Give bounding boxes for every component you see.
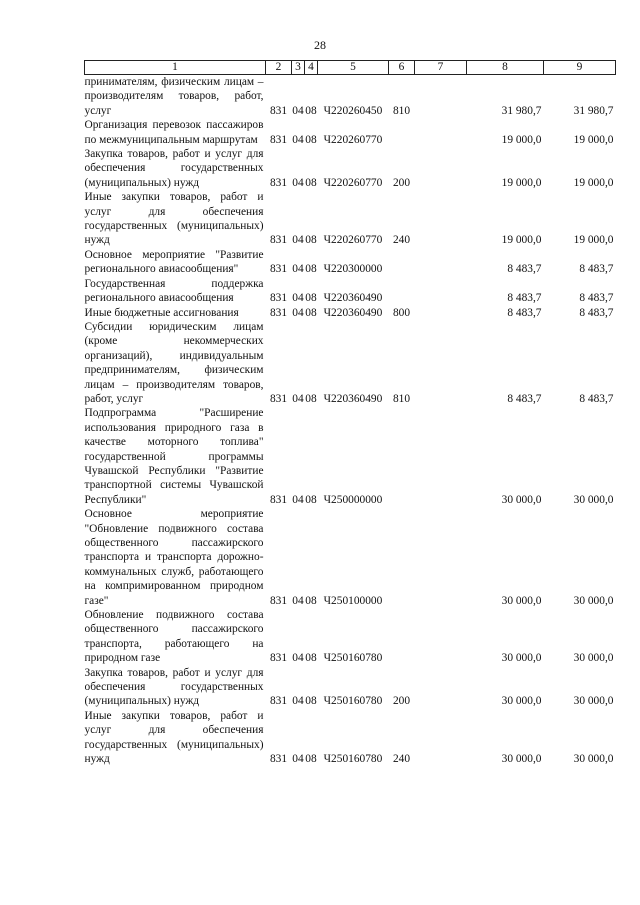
table-row xyxy=(85,118,616,147)
table-row xyxy=(85,306,616,320)
row-subsection-code: 08 xyxy=(305,104,317,117)
row-col7-value xyxy=(415,666,467,709)
column-header-1: 1 xyxy=(85,61,266,75)
row-ministry-code: 831 xyxy=(269,392,288,405)
row-amount-col8: 19 000,0 xyxy=(501,176,542,189)
row-col7-value xyxy=(415,147,467,190)
row-subsection-code: 08 xyxy=(305,392,317,405)
row-expense-type-code: 800 xyxy=(392,306,411,319)
row-section-code: 04 xyxy=(292,695,304,708)
row-ministry-code: 831 xyxy=(269,104,288,117)
row-col7-value xyxy=(415,507,467,608)
row-expense-type-code xyxy=(389,277,415,306)
row-target-code: Ч220360490 xyxy=(323,292,383,305)
row-amount-col9: 8 483,7 xyxy=(579,392,614,405)
row-name: Иные закупки товаров, работ и услуг для обеспечения государственных (муниципальных) нужд xyxy=(84,709,264,766)
row-amount-col9: 30 000,0 xyxy=(573,753,614,766)
row-name: Государственная поддержка регионального авиасообщения xyxy=(84,277,264,305)
row-section-code: 04 xyxy=(292,234,304,247)
row-target-code: Ч220360490 xyxy=(323,306,383,319)
row-subsection-code: 08 xyxy=(305,234,317,247)
row-subsection-code: 08 xyxy=(305,493,317,506)
column-header-5: 5 xyxy=(318,61,389,75)
row-section-code: 04 xyxy=(292,306,304,319)
row-expense-type-code xyxy=(389,248,415,277)
row-col7-value xyxy=(415,277,467,306)
row-target-code: Ч220360490 xyxy=(323,392,383,405)
row-section-code: 04 xyxy=(292,292,304,305)
row-subsection-code: 08 xyxy=(305,263,317,276)
row-ministry-code: 831 xyxy=(269,652,288,665)
row-section-code: 04 xyxy=(292,753,304,766)
row-col7-value xyxy=(415,118,467,147)
column-header-2: 2 xyxy=(266,61,292,75)
row-ministry-code: 831 xyxy=(269,753,288,766)
row-amount-col9: 8 483,7 xyxy=(579,263,614,276)
row-col7-value xyxy=(415,190,467,248)
row-section-code: 04 xyxy=(292,176,304,189)
row-amount-col8: 30 000,0 xyxy=(501,493,542,506)
table-row xyxy=(85,507,616,608)
row-col7-value xyxy=(415,248,467,277)
row-subsection-code: 08 xyxy=(305,292,317,305)
row-target-code: Ч250160780 xyxy=(323,695,383,708)
row-ministry-code: 831 xyxy=(269,234,288,247)
row-name: Основное мероприятие "Развитие регионального авиасообщения" xyxy=(84,248,264,276)
row-amount-col9: 30 000,0 xyxy=(573,594,614,607)
row-amount-col9: 19 000,0 xyxy=(573,133,614,146)
row-col7-value xyxy=(415,406,467,507)
page-number: 28 xyxy=(314,38,326,52)
row-section-code: 04 xyxy=(292,392,304,405)
row-amount-col9: 19 000,0 xyxy=(573,234,614,247)
table-row xyxy=(85,608,616,666)
row-amount-col8: 8 483,7 xyxy=(507,292,542,305)
row-expense-type-code: 240 xyxy=(392,753,411,766)
row-name: принимателям, физическим лицам – производителям товаров, работ, услуг xyxy=(84,76,264,117)
row-amount-col8: 19 000,0 xyxy=(501,234,542,247)
row-section-code: 04 xyxy=(292,594,304,607)
row-target-code: Ч220260450 xyxy=(323,104,383,117)
row-name: Иные бюджетные ассигнования xyxy=(84,306,239,319)
row-subsection-code: 08 xyxy=(305,594,317,607)
table-row xyxy=(85,248,616,277)
column-header-8: 8 xyxy=(467,61,544,75)
row-expense-type-code: 810 xyxy=(392,392,411,405)
row-target-code: Ч220260770 xyxy=(323,234,383,247)
table-row xyxy=(85,147,616,190)
table-row xyxy=(85,709,616,767)
row-col7-value xyxy=(415,709,467,767)
row-name: Субсидии юридическим лицам (кроме некоммерческих организаций), индивидуальным предпринимателям, физическим лицам – производителям товаров, работ, услуг xyxy=(84,320,264,405)
row-expense-type-code: 810 xyxy=(392,104,411,117)
table-row xyxy=(85,406,616,507)
row-name: Основное мероприятие "Обновление подвижного состава общественного пассажирского транспорта и транспорта дорожно-коммунальных служб, работающего на компримированном природном газе" xyxy=(84,508,264,607)
row-target-code: Ч250000000 xyxy=(323,493,383,506)
table-row xyxy=(85,190,616,248)
row-expense-type-code: 240 xyxy=(392,234,411,247)
row-name: Закупка товаров, работ и услуг для обеспечения государственных (муниципальных) нужд xyxy=(84,666,264,708)
row-target-code: Ч220300000 xyxy=(323,263,383,276)
row-subsection-code: 08 xyxy=(305,133,317,146)
row-amount-col8: 8 483,7 xyxy=(507,306,542,319)
row-amount-col9: 19 000,0 xyxy=(573,176,614,189)
row-expense-type-code: 200 xyxy=(392,695,411,708)
table-row xyxy=(85,666,616,709)
table-header xyxy=(85,61,616,75)
row-target-code: Ч250100000 xyxy=(323,594,383,607)
column-header-9: 9 xyxy=(544,61,616,75)
row-section-code: 04 xyxy=(292,263,304,276)
row-name: Закупка товаров, работ и услуг для обеспечения государственных (муниципальных) нужд xyxy=(84,148,264,189)
row-target-code: Ч250160780 xyxy=(323,652,383,665)
row-col7-value xyxy=(415,306,467,320)
row-col7-value xyxy=(415,608,467,666)
row-ministry-code: 831 xyxy=(269,133,288,146)
row-section-code: 04 xyxy=(292,104,304,117)
row-amount-col8: 30 000,0 xyxy=(501,695,542,708)
row-target-code: Ч220260770 xyxy=(323,176,383,189)
table-body xyxy=(85,75,616,767)
row-amount-col8: 30 000,0 xyxy=(501,753,542,766)
table-row xyxy=(85,277,616,306)
column-header-4: 4 xyxy=(305,61,318,75)
row-amount-col9: 30 000,0 xyxy=(573,652,614,665)
row-ministry-code: 831 xyxy=(269,695,288,708)
row-amount-col8: 8 483,7 xyxy=(507,392,542,405)
table-row xyxy=(85,320,616,406)
row-amount-col9: 8 483,7 xyxy=(579,306,614,319)
row-amount-col8: 8 483,7 xyxy=(507,263,542,276)
row-subsection-code: 08 xyxy=(305,753,317,766)
row-ministry-code: 831 xyxy=(269,292,288,305)
row-subsection-code: 08 xyxy=(305,306,317,319)
row-ministry-code: 831 xyxy=(269,176,288,189)
row-subsection-code: 08 xyxy=(305,695,317,708)
row-ministry-code: 831 xyxy=(269,306,288,319)
table-row xyxy=(85,75,616,119)
row-expense-type-code: 200 xyxy=(392,176,411,189)
row-target-code: Ч220260770 xyxy=(323,133,383,146)
row-subsection-code: 08 xyxy=(305,652,317,665)
row-amount-col9: 31 980,7 xyxy=(573,104,614,117)
row-expense-type-code xyxy=(389,406,415,507)
row-ministry-code: 831 xyxy=(269,594,288,607)
row-expense-type-code xyxy=(389,507,415,608)
header-row xyxy=(85,61,616,75)
column-header-6: 6 xyxy=(389,61,415,75)
budget-table xyxy=(84,60,616,767)
column-header-7: 7 xyxy=(415,61,467,75)
row-name: Организация перевозок пассажиров по межмуниципальным маршрутам xyxy=(84,119,264,146)
row-amount-col8: 30 000,0 xyxy=(501,594,542,607)
row-amount-col8: 30 000,0 xyxy=(501,652,542,665)
row-target-code: Ч250160780 xyxy=(323,753,383,766)
row-section-code: 04 xyxy=(292,493,304,506)
row-name: Подпрограмма "Расширение использования природного газа в качестве моторного топлива" государственной программы Чувашской Республики "Развитие транспортной системы Чувашской Республики" xyxy=(84,407,264,506)
row-ministry-code: 831 xyxy=(269,263,288,276)
row-section-code: 04 xyxy=(292,652,304,665)
row-name: Иные закупки товаров, работ и услуг для обеспечения государственных (муниципальных) нужд xyxy=(84,191,264,247)
row-amount-col8: 31 980,7 xyxy=(501,104,542,117)
row-col7-value xyxy=(415,320,467,406)
row-ministry-code: 831 xyxy=(269,493,288,506)
row-section-code: 04 xyxy=(292,133,304,146)
row-amount-col8: 19 000,0 xyxy=(501,133,542,146)
row-col7-value xyxy=(415,75,467,119)
row-amount-col9: 8 483,7 xyxy=(579,292,614,305)
row-name: Обновление подвижного состава общественного пассажирского транспорта, работающего на природном газе xyxy=(84,609,264,665)
row-amount-col9: 30 000,0 xyxy=(573,695,614,708)
row-expense-type-code xyxy=(389,118,415,147)
row-amount-col9: 30 000,0 xyxy=(573,493,614,506)
row-expense-type-code xyxy=(389,608,415,666)
row-subsection-code: 08 xyxy=(305,176,317,189)
column-header-3: 3 xyxy=(292,61,305,75)
